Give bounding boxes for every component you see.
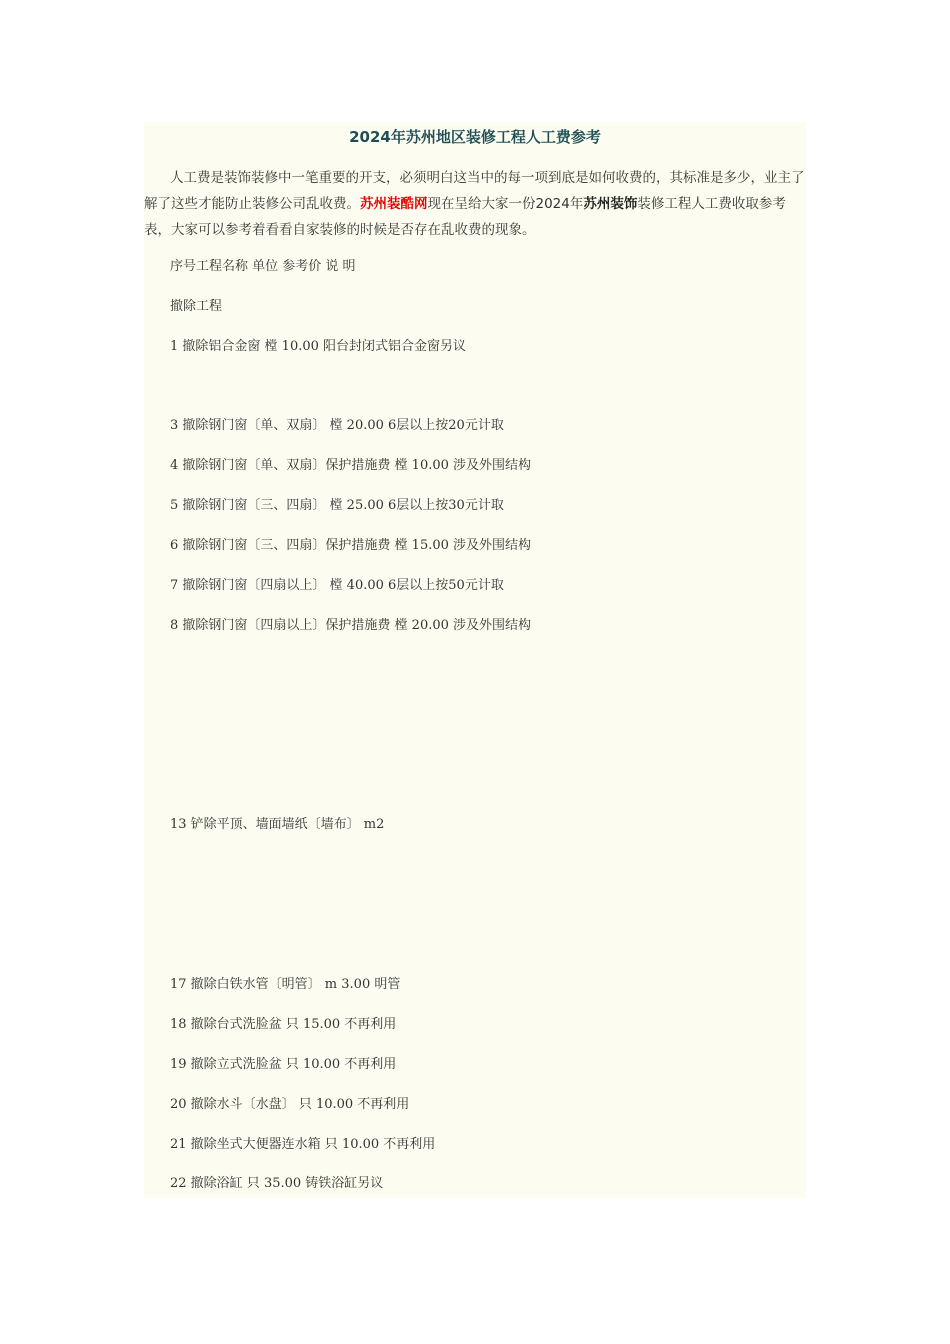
table-row: 17 撤除白铁水管〔明管〕 m 3.00 明管 <box>170 977 401 992</box>
intro-text-4: 装修工程人工费收取参考表，大家可以参考着看看自家装修的时候是否存在乱收费的现象。 <box>144 196 786 238</box>
suzhou-zhuangku-link[interactable]: 苏州装酷网 <box>360 196 428 212</box>
suzhou-zhuangshi-link[interactable]: 苏州装饰 <box>583 196 638 212</box>
table-row: 1 撤除铝合金窗 樘 10.00 阳台封闭式铝合金窗另议 <box>170 339 467 354</box>
table-row: 20 撤除水斗〔水盘〕 只 10.00 不再利用 <box>170 1097 410 1112</box>
table-row: 13 铲除平顶、墙面墙纸〔墙布〕 m2 <box>170 817 385 832</box>
table-row: 6 撤除钢门窗〔三、四扇〕保护措施费 樘 15.00 涉及外围结构 <box>170 538 532 553</box>
table-row: 4 撤除钢门窗〔单、双扇〕保护措施费 樘 10.00 涉及外围结构 <box>170 458 532 473</box>
table-row: 8 撤除钢门窗〔四扇以上〕保护措施费 樘 20.00 涉及外围结构 <box>170 618 532 633</box>
intro-text-1: 人工费是装饰装修中一笔重要的开支，必须明白这当中的每一项到底是如何收费的，其标准是多少，业主了解了这些才能防止装修公司乱收费。 <box>144 170 805 212</box>
section-heading: 撤除工程 <box>170 299 223 314</box>
page-title: 2024年苏州地区装修工程人工费参考 <box>349 128 601 146</box>
intro-year: 2024 <box>535 196 570 212</box>
intro-paragraph <box>144 165 806 243</box>
content-panel <box>144 122 806 1198</box>
table-header-row: 序号工程名称 单位 参考价 说 明 <box>170 259 356 274</box>
table-row: 19 撤除立式洗脸盆 只 10.00 不再利用 <box>170 1057 397 1072</box>
intro-text-2: 现在呈给大家一份 <box>427 196 536 212</box>
table-row: 22 撤除浴缸 只 35.00 铸铁浴缸另议 <box>170 1176 384 1191</box>
table-row: 21 撤除坐式大便器连水箱 只 10.00 不再利用 <box>170 1137 436 1152</box>
table-row: 3 撤除钢门窗〔单、双扇〕 樘 20.00 6层以上按20元计取 <box>170 418 504 433</box>
table-row: 7 撤除钢门窗〔四扇以上〕 樘 40.00 6层以上按50元计取 <box>170 578 504 593</box>
intro-text-3: 年 <box>569 196 584 212</box>
table-row: 18 撤除台式洗脸盆 只 15.00 不再利用 <box>170 1017 397 1032</box>
table-row: 5 撤除钢门窗〔三、四扇〕 樘 25.00 6层以上按30元计取 <box>170 498 504 513</box>
